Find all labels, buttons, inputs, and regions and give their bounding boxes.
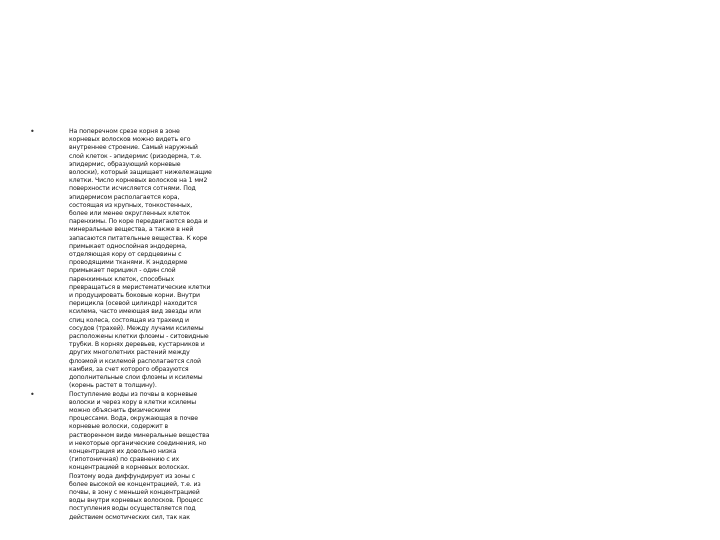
bullet-text: На поперечном срезе корня в зоне корневых волосков можно видеть его внутреннее строение. Самый наружный слой клеток - эпидермис (ризодерма, т.е. эпидермис, образующий корневые волоски), который защищает нижележащие клетки. Число корневых волосков на 1 мм2 поверхности исчисляется сотнями. Под эпидермисом располагается кора, состоящая из крупных, тонкостенных, более или менее округленных клеток паренхимы. По коре передвигаются вода и минеральные вещества, а также в ней запасаются питательные вещества. К коре примыкает однослойная эндодерма, отделяющая кору от сердцевины с проводящими тканями. К эндодерме примыкает перицикл - один слой паренхимных клеток, способных превращаться в меристематические клетки и продуцировать боковые корни. Внутри перицикла (осевой цилиндр) находится ксилема, часто имеющая вид звезды или спиц колеса, состоящая из трахеид и сосудов (трахей). Между лучами ксилемы расположены клетки флоэмы - ситовидные трубки. В корнях деревьев, кустарников и других многолетних растений между флоэмой и ксилемой располагается слой камбия, за счет которого образуются дополнительные слои флоэмы и ксилемы (корень растет в толщину). xyxy=(69,128,212,390)
bullet-marker: • xyxy=(30,389,35,399)
bullet-list xyxy=(30,128,212,522)
bullet-marker: • xyxy=(30,127,35,136)
bullet-item-root-structure xyxy=(30,128,212,391)
bullet-text: Поступление воды из почвы в корневые волоски и через кору в клетки ксилемы можно объяснить физическими процессами. Вода, окружающая в почве корневые волоски, содержит в растворенном виде минеральные вещества и некоторые органические соединения, но концентрация их довольно низка (гипотоничная) по сравнению с их концентрацией в корневых волосках. Поэтому вода диффундирует из зоны с более высокой ее концентрацией, т.е. из почвы, в зону с меньшей концентрацией воды внутри корневых волосков. Процесс поступления воды осуществляется под действием осмотических сил, так как xyxy=(69,390,210,521)
bullet-item-water-uptake xyxy=(30,391,212,522)
